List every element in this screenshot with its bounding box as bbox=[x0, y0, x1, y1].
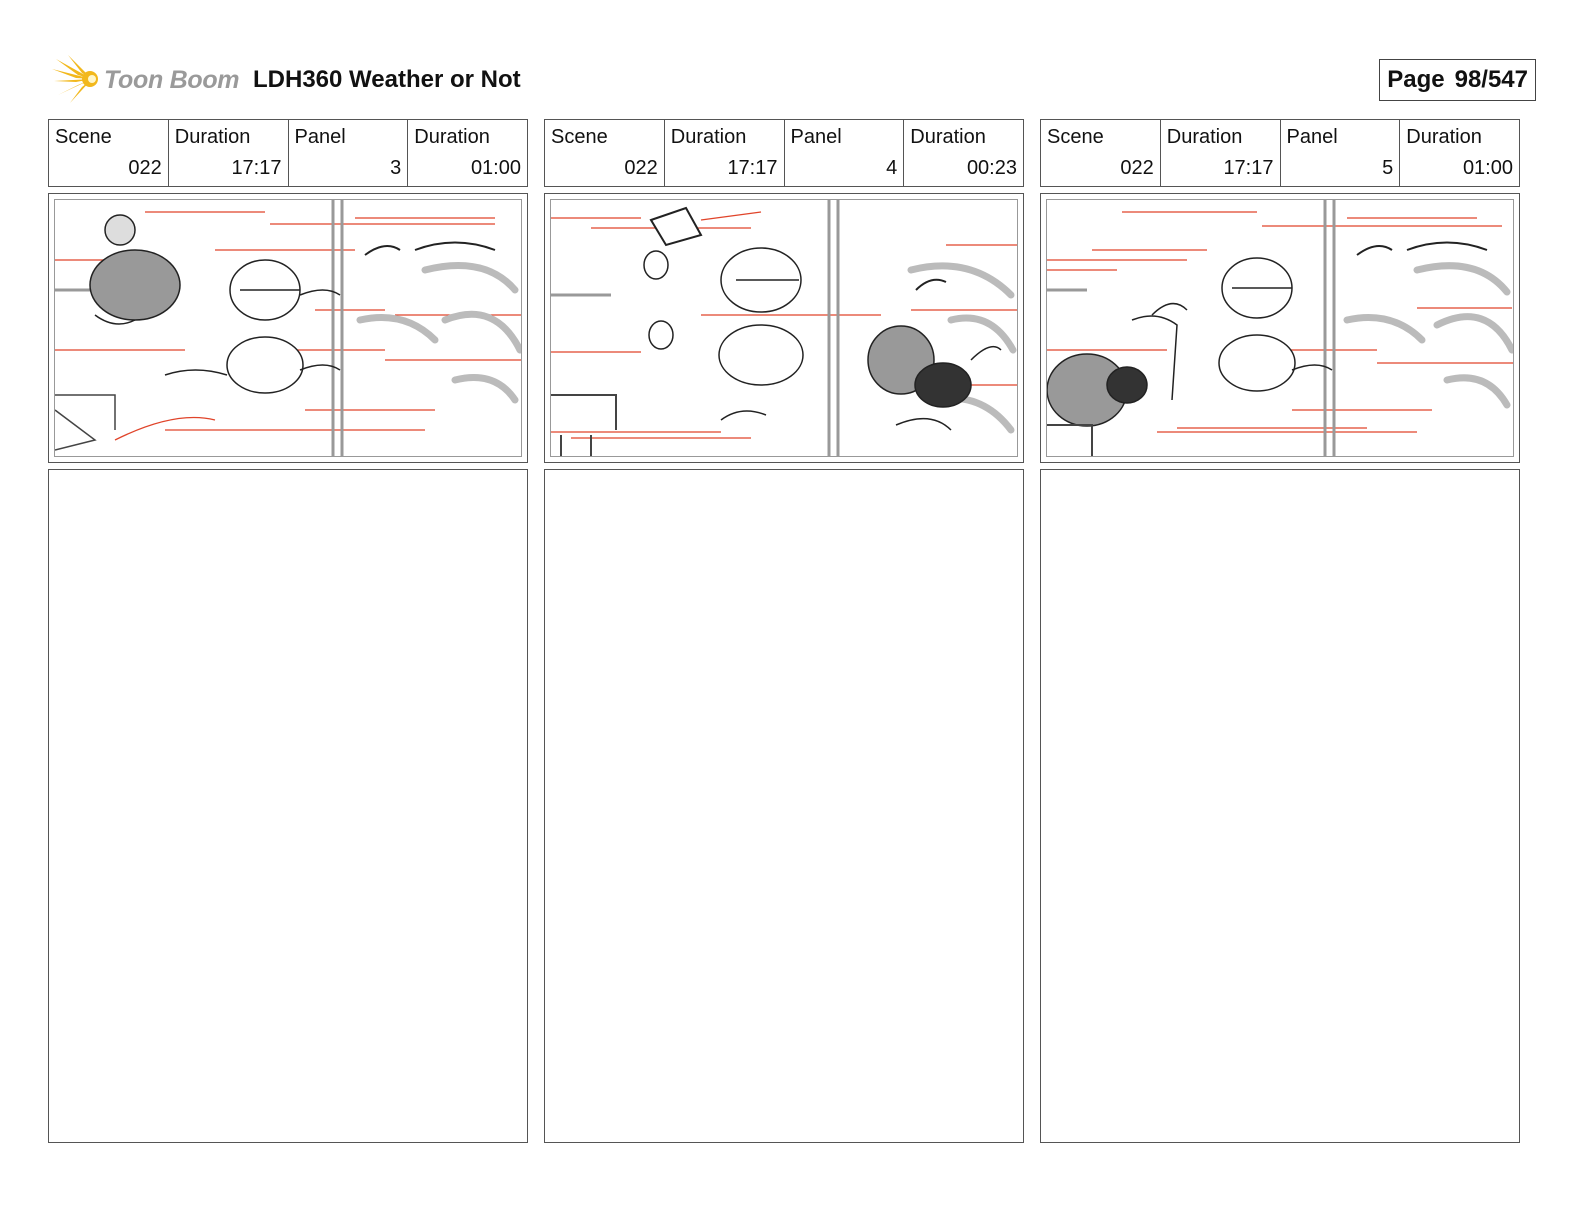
panel-image-frame bbox=[48, 193, 528, 463]
panel-duration-label: Duration bbox=[414, 126, 490, 148]
panel-duration-cell bbox=[1399, 120, 1519, 186]
panel-duration-label: Duration bbox=[910, 126, 986, 148]
scene-label: Scene bbox=[551, 126, 608, 148]
scene-duration-label: Duration bbox=[1166, 126, 1243, 148]
page-label: Page bbox=[1387, 66, 1445, 93]
panel-info-row bbox=[48, 119, 528, 187]
scene-duration-value: 17:17 bbox=[1223, 157, 1274, 179]
toon-boom-logo bbox=[52, 54, 239, 106]
panel-image-frame bbox=[1040, 193, 1520, 463]
panel-label: Panel bbox=[790, 126, 842, 148]
character-bottom bbox=[1219, 335, 1332, 391]
page-number: 98/547 bbox=[1454, 66, 1528, 93]
character-right bbox=[868, 326, 1001, 430]
panel-number: 5 bbox=[1382, 157, 1394, 179]
page-indicator bbox=[1379, 59, 1536, 101]
scene-duration-cell bbox=[664, 120, 784, 186]
scene-label: Scene bbox=[55, 126, 112, 148]
panel-notes-area bbox=[544, 469, 1024, 1143]
panel-number: 4 bbox=[886, 157, 898, 179]
panel-cell bbox=[288, 120, 408, 186]
panel-image-frame bbox=[544, 193, 1024, 463]
panel-number: 3 bbox=[390, 157, 402, 179]
scene-cell bbox=[1041, 120, 1160, 186]
sunburst-logo-icon bbox=[52, 55, 102, 105]
panel-notes-area bbox=[48, 469, 528, 1143]
panel-sketch bbox=[1046, 199, 1514, 457]
storyboard-header bbox=[48, 54, 1536, 110]
scene-number: 022 bbox=[624, 157, 658, 179]
scene-duration-cell bbox=[168, 120, 288, 186]
character-bottom bbox=[165, 337, 340, 393]
scene-duration-label: Duration bbox=[670, 126, 747, 148]
panel-label: Panel bbox=[294, 126, 346, 148]
panel-info-row bbox=[544, 119, 1024, 187]
scene-duration-label: Duration bbox=[174, 126, 251, 148]
character-left bbox=[90, 215, 180, 324]
panel-cell bbox=[784, 120, 904, 186]
panel-sketch bbox=[550, 199, 1018, 457]
character-left bbox=[1047, 304, 1187, 426]
panel-sketch bbox=[54, 199, 522, 457]
panel-info-row bbox=[1040, 119, 1520, 187]
scene-cell bbox=[545, 120, 664, 186]
panel-duration-value: 01:00 bbox=[470, 157, 521, 179]
storyboard-panel-column bbox=[544, 119, 1024, 1143]
panel-duration-value: 00:23 bbox=[966, 157, 1017, 179]
character-top bbox=[644, 248, 801, 312]
storyboard-sketch-image bbox=[55, 200, 521, 456]
panel-duration-cell bbox=[903, 120, 1023, 186]
panel-duration-value: 01:00 bbox=[1462, 157, 1513, 179]
document-title: LDH360 Weather or Not bbox=[253, 66, 521, 93]
scene-duration-value: 17:17 bbox=[727, 157, 778, 179]
storyboard-panel-column bbox=[1040, 119, 1520, 1143]
scene-cell bbox=[49, 120, 168, 186]
storyboard-panel-column bbox=[48, 119, 528, 1143]
scene-label: Scene bbox=[1047, 126, 1104, 148]
character-middle bbox=[649, 321, 803, 420]
panel-label: Panel bbox=[1286, 126, 1338, 148]
logo-text: Toon Boom bbox=[104, 65, 240, 94]
panel-duration-label: Duration bbox=[1406, 126, 1482, 148]
scene-duration-value: 17:17 bbox=[231, 157, 282, 179]
panel-notes-area bbox=[1040, 469, 1520, 1143]
scene-duration-cell bbox=[1160, 120, 1280, 186]
storyboard-sketch-image bbox=[1047, 200, 1513, 456]
scene-number: 022 bbox=[1120, 157, 1154, 179]
character-top bbox=[1222, 258, 1292, 318]
character-top bbox=[230, 260, 340, 320]
scene-number: 022 bbox=[128, 157, 162, 179]
storyboard-sketch-image bbox=[551, 200, 1017, 456]
panel-duration-cell bbox=[407, 120, 527, 186]
panel-cell bbox=[1280, 120, 1400, 186]
